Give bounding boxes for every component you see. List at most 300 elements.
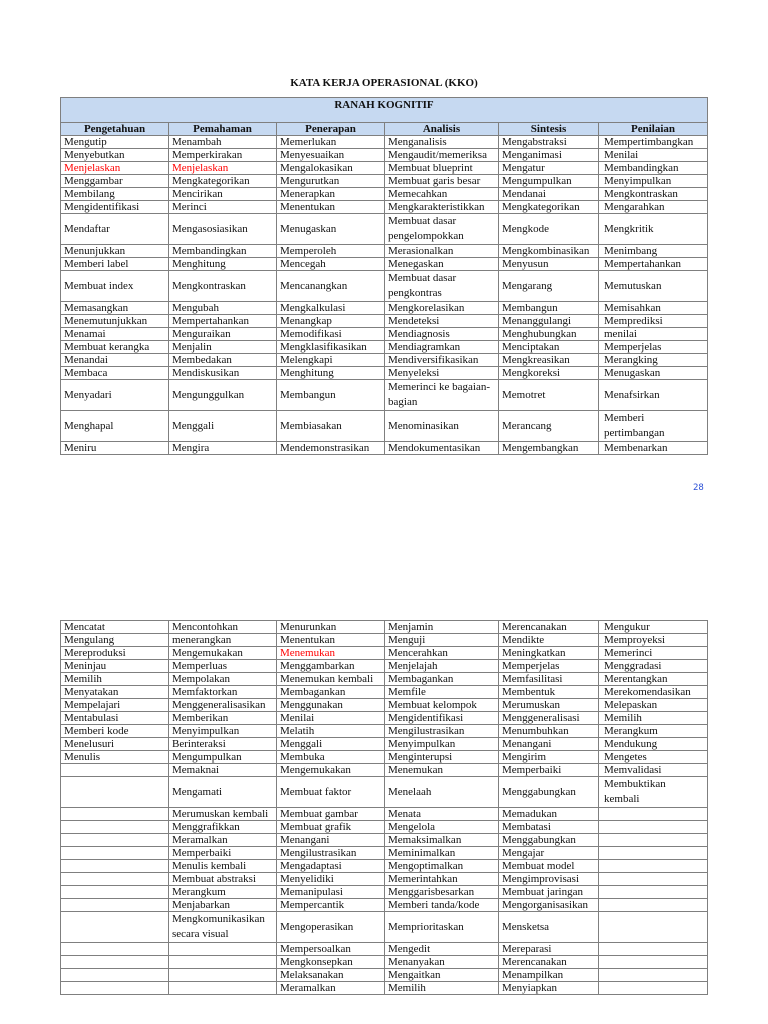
empty-cell — [61, 834, 169, 847]
verb-cell: Memfile — [385, 686, 499, 699]
verb-cell: Menanggulangi — [499, 315, 599, 328]
verb-cell: Memperluas — [169, 660, 277, 673]
verb-cell: Membuat jaringan — [499, 886, 599, 899]
verb-cell: Memperjelas — [599, 341, 708, 354]
verb-cell: Meningkatkan — [499, 647, 599, 660]
verb-cell: Mengulang — [61, 634, 169, 647]
empty-cell — [169, 956, 277, 969]
empty-cell — [61, 764, 169, 777]
verb-cell: Mendanai — [499, 188, 599, 201]
verb-cell: Memerintahkan — [385, 873, 499, 886]
empty-cell — [169, 943, 277, 956]
verb-cell: Membilang — [61, 188, 169, 201]
verb-cell: Menominasikan — [385, 411, 499, 442]
verb-cell: Membuktikan kembali — [599, 777, 708, 808]
verb-cell: Memberi label — [61, 258, 169, 271]
verb-cell: Menganimasi — [499, 149, 599, 162]
column-header-sintesis: Sintesis — [499, 123, 599, 136]
verb-cell: Mengasosiasikan — [169, 214, 277, 245]
verb-cell: Mengemukakan — [169, 647, 277, 660]
verb-cell: Menulis — [61, 751, 169, 764]
empty-cell — [599, 821, 708, 834]
verb-cell: menilai — [599, 328, 708, 341]
verb-cell: Menyesuaikan — [277, 149, 385, 162]
verb-cell: Menilai — [277, 712, 385, 725]
column-header-penerapan: Penerapan — [277, 123, 385, 136]
kko-cognitive-table-continued — [60, 620, 708, 995]
verb-cell: Memilih — [385, 982, 499, 995]
verb-cell: Menggali — [277, 738, 385, 751]
verb-cell: Menggrafikkan — [169, 821, 277, 834]
verb-cell: Memprioritaskan — [385, 912, 499, 943]
verb-cell: Mengkoreksi — [499, 367, 599, 380]
verb-cell: Mereparasi — [499, 943, 599, 956]
verb-cell: Merinci — [169, 201, 277, 214]
verb-cell: Menggeneralisasi — [499, 712, 599, 725]
verb-cell: Merekomendasikan — [599, 686, 708, 699]
verb-cell: Mengoptimalkan — [385, 860, 499, 873]
document-title: KATA KERJA OPERASIONAL (KKO) — [290, 77, 478, 89]
verb-cell: Mengklasifikasikan — [277, 341, 385, 354]
empty-cell — [599, 860, 708, 873]
verb-cell: Mengedit — [385, 943, 499, 956]
verb-cell: Mengirim — [499, 751, 599, 764]
verb-cell: Menggeneralisasikan — [169, 699, 277, 712]
table-row — [61, 354, 708, 367]
table-row — [61, 834, 708, 847]
table-row — [61, 380, 708, 411]
verb-cell: Mengorganisasikan — [499, 899, 599, 912]
verb-cell: Menemukan kembali — [277, 673, 385, 686]
table-row — [61, 673, 708, 686]
verb-cell: Mengkategorikan — [169, 175, 277, 188]
verb-cell: Mendiagnosis — [385, 328, 499, 341]
empty-cell — [599, 808, 708, 821]
table-row — [61, 712, 708, 725]
verb-cell: Menentukan — [277, 201, 385, 214]
verb-cell: Menemukan — [385, 764, 499, 777]
verb-cell: Mengajar — [499, 847, 599, 860]
verb-cell: Menghitung — [277, 367, 385, 380]
verb-cell: Menggambar — [61, 175, 169, 188]
verb-cell: Menguraikan — [169, 328, 277, 341]
empty-cell — [61, 956, 169, 969]
verb-cell: Meramalkan — [277, 982, 385, 995]
empty-cell — [599, 873, 708, 886]
verb-cell: Mendikte — [499, 634, 599, 647]
table-row — [61, 442, 708, 455]
verb-cell: Membandingkan — [169, 245, 277, 258]
empty-cell — [61, 808, 169, 821]
verb-cell: Mendeteksi — [385, 315, 499, 328]
verb-cell: Mengkombinasikan — [499, 245, 599, 258]
verb-cell: Merangkum — [599, 725, 708, 738]
verb-cell: Mereproduksi — [61, 647, 169, 660]
empty-cell — [61, 886, 169, 899]
verb-cell: Mencerahkan — [385, 647, 499, 660]
verb-cell: Menyatakan — [61, 686, 169, 699]
empty-cell — [599, 899, 708, 912]
page-number: 28 — [693, 483, 704, 493]
table-row — [61, 956, 708, 969]
table-row — [61, 149, 708, 162]
table-body — [61, 136, 708, 455]
verb-cell: Mendemonstrasikan — [277, 442, 385, 455]
empty-cell — [169, 982, 277, 995]
verb-cell: Mengkategorikan — [499, 201, 599, 214]
verb-cell: Menganalisis — [385, 136, 499, 149]
table-row — [61, 660, 708, 673]
verb-cell: Membentuk — [499, 686, 599, 699]
verb-cell: Mengumpulkan — [169, 751, 277, 764]
verb-cell: Memfasilitasi — [499, 673, 599, 686]
verb-cell: Mengelola — [385, 821, 499, 834]
verb-cell: Merencanakan — [499, 621, 599, 634]
column-header-penilaian: Penilaian — [599, 123, 708, 136]
verb-cell: Menjelaskan — [169, 162, 277, 175]
verb-cell: Memaksimalkan — [385, 834, 499, 847]
verb-cell: Meniru — [61, 442, 169, 455]
verb-cell: Memperbaiki — [169, 847, 277, 860]
verb-cell: Merangkum — [169, 886, 277, 899]
verb-cell: menerangkan — [169, 634, 277, 647]
verb-cell: Menemukan — [277, 647, 385, 660]
verb-cell: Menelusuri — [61, 738, 169, 751]
verb-cell: Membuat garis besar — [385, 175, 499, 188]
column-header-pengetahuan: Pengetahuan — [61, 123, 169, 136]
verb-cell: Mengalokasikan — [277, 162, 385, 175]
verb-cell: Mempelajari — [61, 699, 169, 712]
verb-cell: Melatih — [277, 725, 385, 738]
verb-cell: Menguji — [385, 634, 499, 647]
empty-cell — [61, 873, 169, 886]
verb-cell: Memotret — [499, 380, 599, 411]
verb-cell: Mendiversifikasikan — [385, 354, 499, 367]
table-row — [61, 258, 708, 271]
verb-cell: Melepaskan — [599, 699, 708, 712]
table-row — [61, 315, 708, 328]
verb-cell: Mempolakan — [169, 673, 277, 686]
verb-cell: Memilih — [61, 673, 169, 686]
table-row — [61, 188, 708, 201]
table-row — [61, 847, 708, 860]
verb-cell: Mentabulasi — [61, 712, 169, 725]
verb-cell: Mengutip — [61, 136, 169, 149]
verb-cell: Membuat index — [61, 271, 169, 302]
verb-cell: Menentukan — [277, 634, 385, 647]
empty-cell — [599, 982, 708, 995]
verb-cell: Mencegah — [277, 258, 385, 271]
table-row — [61, 328, 708, 341]
verb-cell: Mengaitkan — [385, 969, 499, 982]
column-header-analisis: Analisis — [385, 123, 499, 136]
verb-cell: Mencontohkan — [169, 621, 277, 634]
verb-cell: Mengadaptasi — [277, 860, 385, 873]
verb-cell: Mengkorelasikan — [385, 302, 499, 315]
verb-cell: Menggarisbesarkan — [385, 886, 499, 899]
verb-cell: Berinteraksi — [169, 738, 277, 751]
verb-cell: Mendokumentasikan — [385, 442, 499, 455]
verb-cell: Memvalidasi — [599, 764, 708, 777]
verb-cell: Menampilkan — [499, 969, 599, 982]
verb-cell: Menyimpulkan — [385, 738, 499, 751]
verb-cell: Memfaktorkan — [169, 686, 277, 699]
verb-cell: Menggradasi — [599, 660, 708, 673]
verb-cell: Membangun — [277, 380, 385, 411]
verb-cell: Menemutunjukkan — [61, 315, 169, 328]
verb-cell: Mengkonsepkan — [277, 956, 385, 969]
verb-cell: Menangani — [499, 738, 599, 751]
verb-cell: Membedakan — [169, 354, 277, 367]
verb-cell: Memecahkan — [385, 188, 499, 201]
verb-cell: Mengira — [169, 442, 277, 455]
table-row — [61, 982, 708, 995]
table-row — [61, 873, 708, 886]
kko-cognitive-table — [60, 97, 708, 455]
verb-cell: Meminimalkan — [385, 847, 499, 860]
verb-cell: Mempersoalkan — [277, 943, 385, 956]
verb-cell: Mengidentifikasi — [61, 201, 169, 214]
verb-cell: Memperoleh — [277, 245, 385, 258]
empty-cell — [61, 912, 169, 943]
verb-cell: Mengurutkan — [277, 175, 385, 188]
verb-cell: Merentangkan — [599, 673, 708, 686]
verb-cell: Mengimprovisasi — [499, 873, 599, 886]
verb-cell: Menginterupsi — [385, 751, 499, 764]
verb-cell: Mempercantik — [277, 899, 385, 912]
table-row — [61, 899, 708, 912]
verb-cell: Menumbuhkan — [499, 725, 599, 738]
verb-cell: Memerlukan — [277, 136, 385, 149]
table-row — [61, 302, 708, 315]
verb-cell: Menggali — [169, 411, 277, 442]
verb-cell: Menjalin — [169, 341, 277, 354]
table-row — [61, 821, 708, 834]
table-row — [61, 686, 708, 699]
verb-cell: Membuat faktor — [277, 777, 385, 808]
verb-cell: Mengkode — [499, 214, 599, 245]
verb-cell: Mengoperasikan — [277, 912, 385, 943]
empty-cell — [599, 943, 708, 956]
verb-cell: Menghubungkan — [499, 328, 599, 341]
verb-cell: Menandai — [61, 354, 169, 367]
verb-cell: Menegaskan — [385, 258, 499, 271]
table-row — [61, 634, 708, 647]
verb-cell: Mengkontraskan — [169, 271, 277, 302]
empty-cell — [61, 969, 169, 982]
verb-cell: Menggabungkan — [499, 834, 599, 847]
table-row — [61, 699, 708, 712]
verb-cell: Memanipulasi — [277, 886, 385, 899]
empty-cell — [169, 969, 277, 982]
table-row — [61, 214, 708, 245]
empty-cell — [61, 860, 169, 873]
empty-cell — [61, 899, 169, 912]
verb-cell: Meninjau — [61, 660, 169, 673]
verb-cell: Memprediksi — [599, 315, 708, 328]
table-row — [61, 245, 708, 258]
verb-cell: Membatasi — [499, 821, 599, 834]
verb-cell: Membuat grafik — [277, 821, 385, 834]
table-row — [61, 808, 708, 821]
verb-cell: Menilai — [599, 149, 708, 162]
verb-cell: Menciptakan — [499, 341, 599, 354]
verb-cell: Melengkapi — [277, 354, 385, 367]
verb-cell: Menyimpulkan — [169, 725, 277, 738]
verb-cell: Mendaftar — [61, 214, 169, 245]
verb-cell: Membuat dasar pengelompokkan — [385, 214, 499, 245]
verb-cell: Membaca — [61, 367, 169, 380]
empty-cell — [61, 943, 169, 956]
verb-cell: Mensketsa — [499, 912, 599, 943]
verb-cell: Memberi pertimbangan — [599, 411, 708, 442]
verb-cell: Merumuskan — [499, 699, 599, 712]
verb-cell: Mengarang — [499, 271, 599, 302]
verb-cell: Menyebutkan — [61, 149, 169, 162]
verb-cell: Memperjelas — [499, 660, 599, 673]
empty-cell — [599, 886, 708, 899]
verb-cell: Mencirikan — [169, 188, 277, 201]
verb-cell: Memperkirakan — [169, 149, 277, 162]
verb-cell: Mengubah — [169, 302, 277, 315]
verb-cell: Menjelajah — [385, 660, 499, 673]
empty-cell — [61, 777, 169, 808]
verb-cell: Mengkontraskan — [599, 188, 708, 201]
verb-cell: Menurunkan — [277, 621, 385, 634]
table-row — [61, 136, 708, 149]
verb-cell: Menambah — [169, 136, 277, 149]
verb-cell: Menyadari — [61, 380, 169, 411]
table-row — [61, 411, 708, 442]
verb-cell: Mengatur — [499, 162, 599, 175]
verb-cell: Memberi tanda/kode — [385, 899, 499, 912]
verb-cell: Membagankan — [277, 686, 385, 699]
table-row — [61, 943, 708, 956]
verb-cell: Menjabarkan — [169, 899, 277, 912]
verb-cell: Menerapkan — [277, 188, 385, 201]
verb-cell: Membandingkan — [599, 162, 708, 175]
verb-cell: Mempertimbangkan — [599, 136, 708, 149]
empty-cell — [61, 982, 169, 995]
verb-cell: Merencanakan — [499, 956, 599, 969]
verb-cell: Mengaudit/memeriksa — [385, 149, 499, 162]
empty-cell — [599, 969, 708, 982]
table-row — [61, 621, 708, 634]
verb-cell: Memerinci — [599, 647, 708, 660]
verb-cell: Mendukung — [599, 738, 708, 751]
verb-cell: Mengkalkulasi — [277, 302, 385, 315]
verb-cell: Menyelidiki — [277, 873, 385, 886]
verb-cell: Merumuskan kembali — [169, 808, 277, 821]
table-row — [61, 969, 708, 982]
verb-cell: Membenarkan — [599, 442, 708, 455]
table-row — [61, 886, 708, 899]
verb-cell: Mempertahankan — [599, 258, 708, 271]
table-row — [61, 764, 708, 777]
verb-cell: Membuat gambar — [277, 808, 385, 821]
verb-cell: Merangking — [599, 354, 708, 367]
verb-cell: Membuat dasar pengkontras — [385, 271, 499, 302]
table-row — [61, 175, 708, 188]
verb-cell: Membuat kerangka — [61, 341, 169, 354]
verb-cell: Memproyeksi — [599, 634, 708, 647]
verb-cell: Menelaah — [385, 777, 499, 808]
table-body — [61, 621, 708, 995]
empty-cell — [599, 834, 708, 847]
table-row — [61, 647, 708, 660]
empty-cell — [599, 847, 708, 860]
empty-cell — [599, 912, 708, 943]
verb-cell: Memasangkan — [61, 302, 169, 315]
verb-cell: Mengkarakteristikkan — [385, 201, 499, 214]
verb-cell: Memisahkan — [599, 302, 708, 315]
table-row — [61, 860, 708, 873]
verb-cell: Menata — [385, 808, 499, 821]
table-row — [61, 738, 708, 751]
verb-cell: Membiasakan — [277, 411, 385, 442]
verb-cell: Menulis kembali — [169, 860, 277, 873]
verb-cell: Menangani — [277, 834, 385, 847]
verb-cell: Mengidentifikasi — [385, 712, 499, 725]
verb-cell: Memperbaiki — [499, 764, 599, 777]
verb-cell: Mengamati — [169, 777, 277, 808]
verb-cell: Membangun — [499, 302, 599, 315]
verb-cell: Memaknai — [169, 764, 277, 777]
column-header-pemahaman: Pemahaman — [169, 123, 277, 136]
verb-cell: Mengilustrasikan — [385, 725, 499, 738]
verb-cell: Menanyakan — [385, 956, 499, 969]
verb-cell: Mengunggulkan — [169, 380, 277, 411]
verb-cell: Melaksanakan — [277, 969, 385, 982]
verb-cell: Memadukan — [499, 808, 599, 821]
verb-cell: Menyeleksi — [385, 367, 499, 380]
table-row — [61, 271, 708, 302]
table-row — [61, 162, 708, 175]
verb-cell: Memilih — [599, 712, 708, 725]
empty-cell — [599, 956, 708, 969]
table-row — [61, 751, 708, 764]
table-row — [61, 201, 708, 214]
verb-cell: Mengemukakan — [277, 764, 385, 777]
verb-cell: Mendiskusikan — [169, 367, 277, 380]
verb-cell: Menyusun — [499, 258, 599, 271]
empty-cell — [61, 847, 169, 860]
verb-cell: Membuat model — [499, 860, 599, 873]
verb-cell: Menunjukkan — [61, 245, 169, 258]
verb-cell: Mengkreasikan — [499, 354, 599, 367]
verb-cell: Menyiapkan — [499, 982, 599, 995]
verb-cell: Mengetes — [599, 751, 708, 764]
verb-cell: Mengilustrasikan — [277, 847, 385, 860]
verb-cell: Menghapal — [61, 411, 169, 442]
verb-cell: Mendiagramkan — [385, 341, 499, 354]
table-row — [61, 725, 708, 738]
table-caption-row — [61, 98, 708, 123]
verb-cell: Merasionalkan — [385, 245, 499, 258]
verb-cell: Mengukur — [599, 621, 708, 634]
verb-cell: Menghitung — [169, 258, 277, 271]
verb-cell: Menamai — [61, 328, 169, 341]
verb-cell: Mengarahkan — [599, 201, 708, 214]
verb-cell: Menugaskan — [277, 214, 385, 245]
verb-cell: Menjamin — [385, 621, 499, 634]
verb-cell: Menyimpulkan — [599, 175, 708, 188]
verb-cell: Menggambarkan — [277, 660, 385, 673]
verb-cell: Menggunakan — [277, 699, 385, 712]
verb-cell: Memerinci ke bagaian-bagian — [385, 380, 499, 411]
empty-cell — [61, 821, 169, 834]
column-header-row — [61, 123, 708, 136]
